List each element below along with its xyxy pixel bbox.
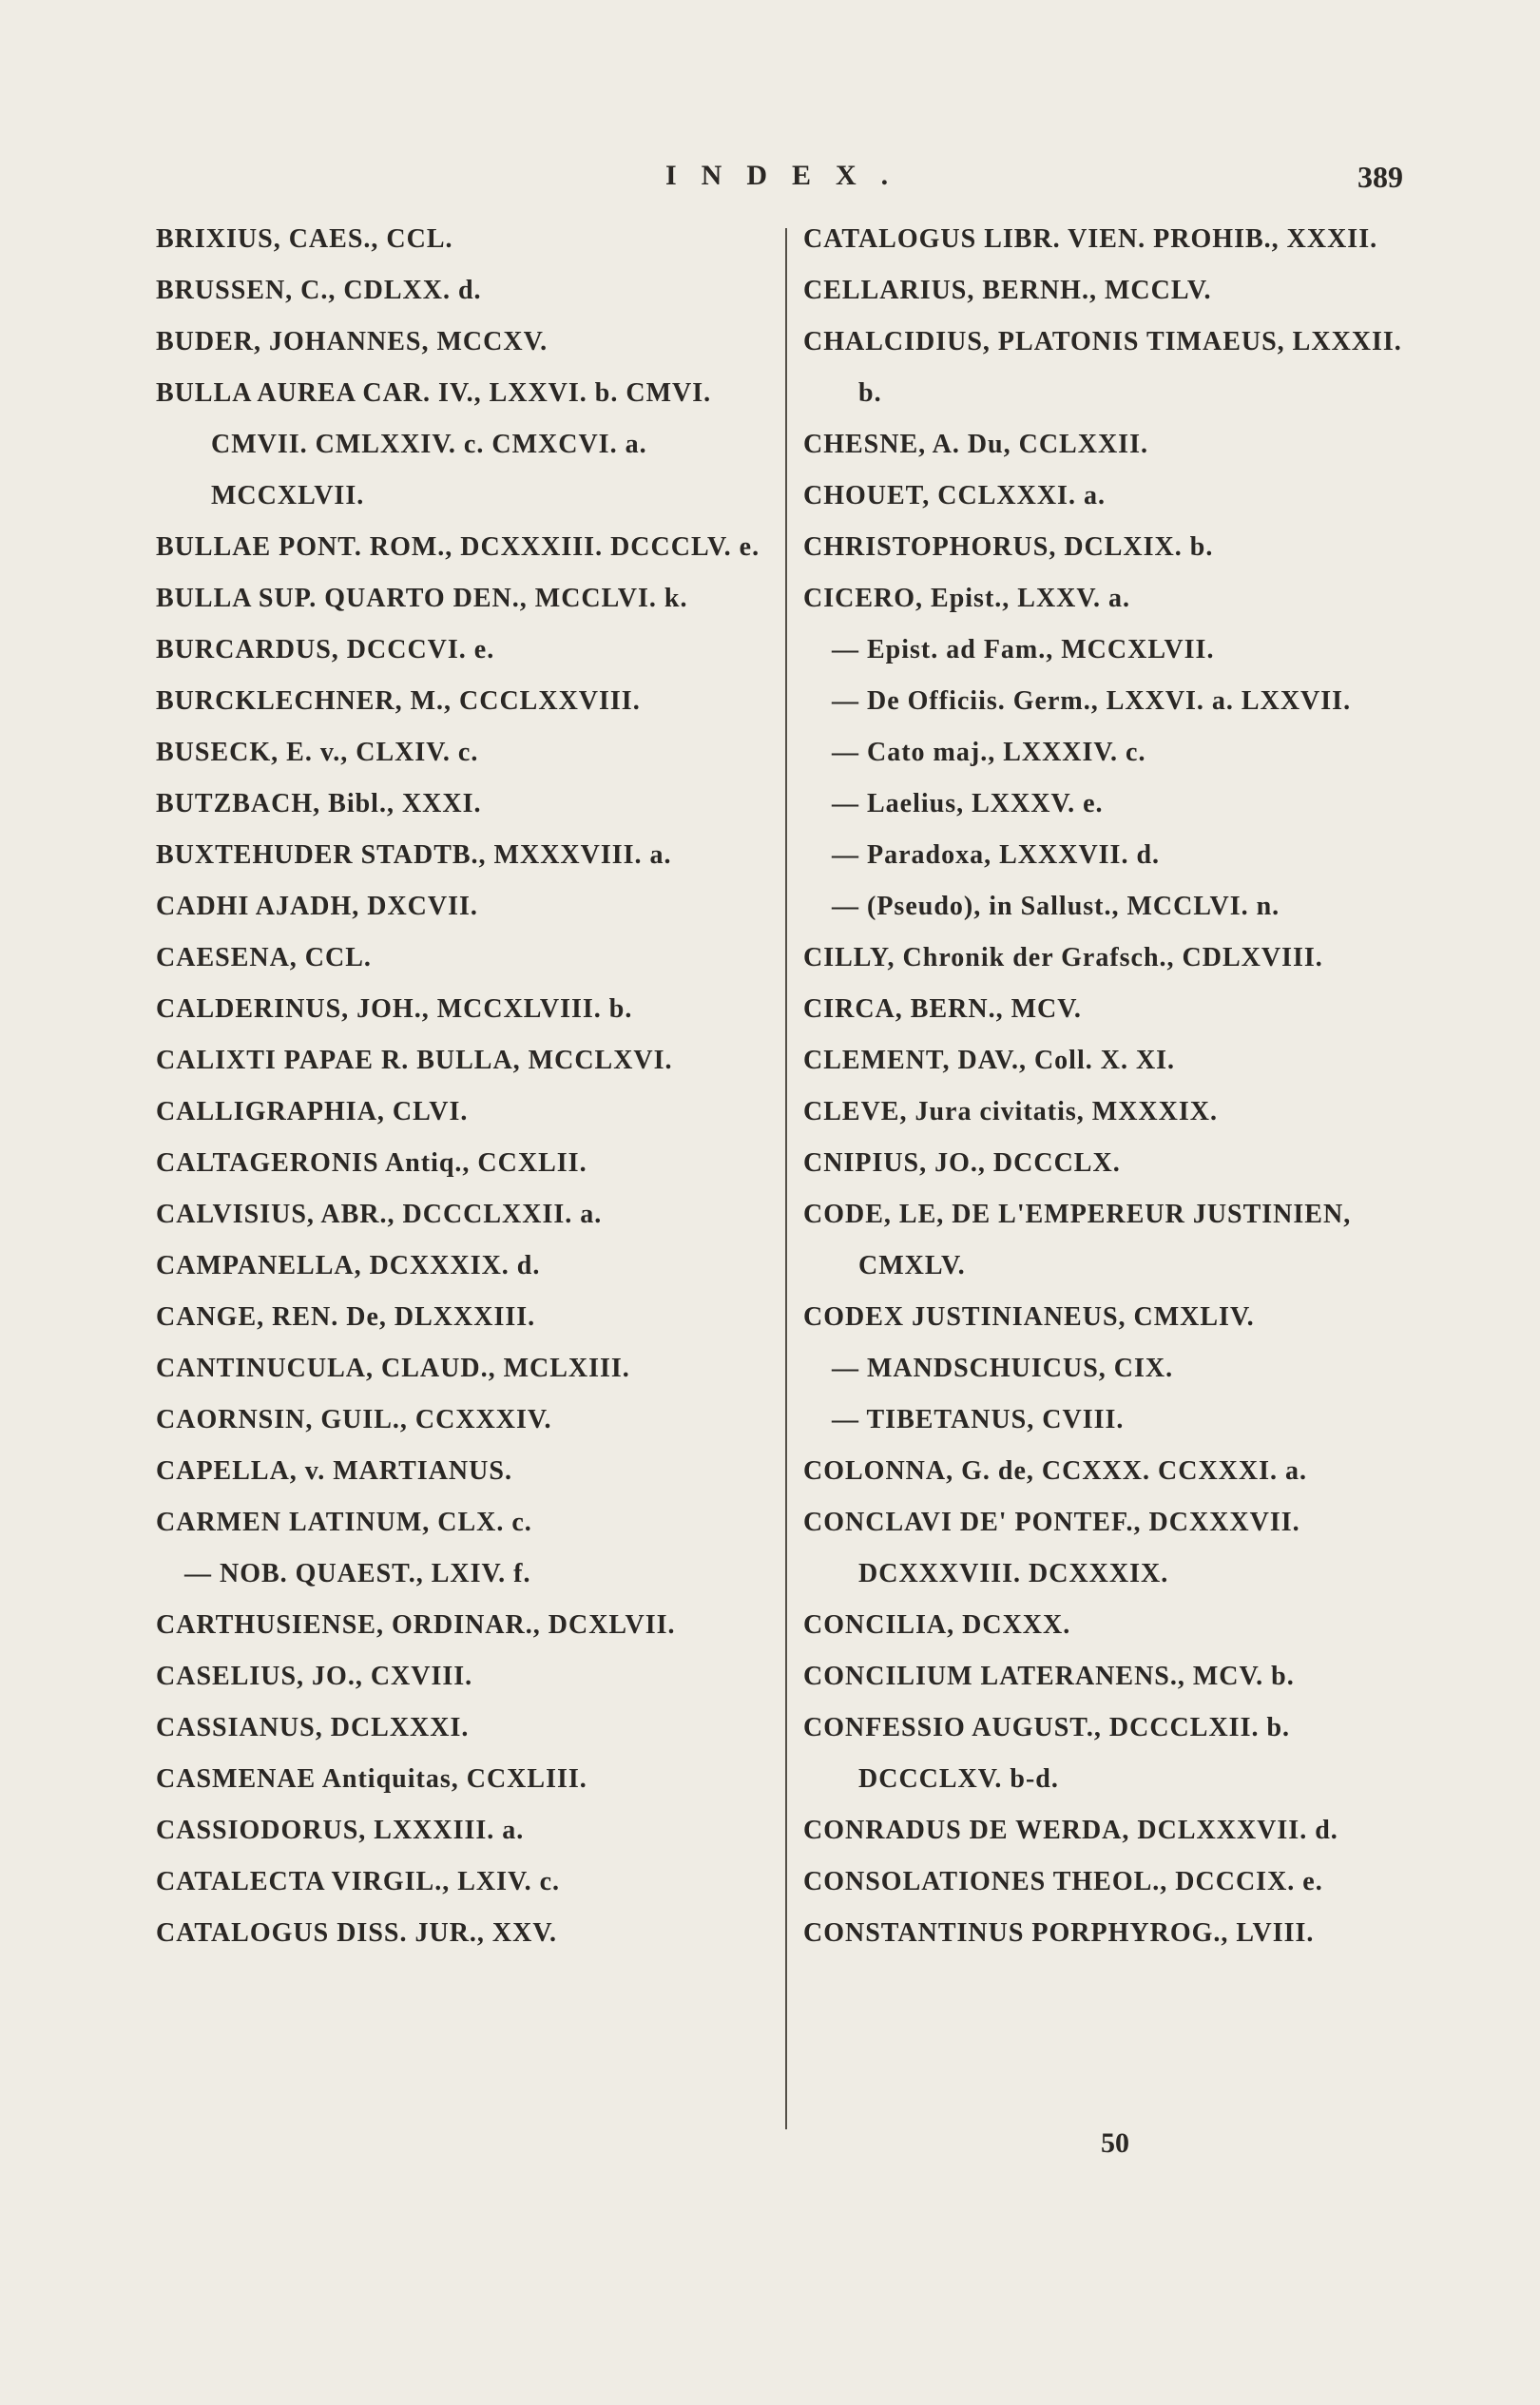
index-entry: CICERO, Epist., LXXV. a. [803, 584, 1130, 613]
index-entry: CELLARIUS, BERNH., MCCLV. [803, 276, 1212, 305]
index-entry: — Epist. ad Fam., MCCXLVII. [832, 635, 1215, 664]
index-entry: BULLA SUP. QUARTO DEN., MCCLVI. k. [156, 584, 688, 613]
index-entry: CAESENA, CCL. [156, 943, 372, 972]
column-divider [785, 228, 787, 2129]
index-entry: CALTAGERONIS Antiq., CCXLII. [156, 1148, 587, 1178]
index-entry: CODE, LE, DE L'EMPEREUR JUSTINIEN, CMXLV. [803, 1200, 1352, 1280]
index-entry: BURCARDUS, DCCCVI. e. [156, 635, 495, 664]
index-entry: CALLIGRAPHIA, CLVI. [156, 1097, 469, 1126]
index-entry: CAMPANELLA, DCXXXIX. d. [156, 1251, 541, 1280]
index-entry: BURCKLECHNER, M., CCCLXXVIII. [156, 686, 641, 716]
index-entry: CARTHUSIENSE, ORDINAR., DCXLVII. [156, 1610, 676, 1640]
index-entry: CNIPIUS, JO., DCCCLX. [803, 1148, 1121, 1178]
index-entry: CASELIUS, JO., CXVIII. [156, 1662, 473, 1691]
index-entry: CONCILIUM LATERANENS., MCV. b. [803, 1662, 1295, 1691]
index-entry: CASSIANUS, DCLXXXI. [156, 1713, 470, 1742]
running-title: INDEX. [665, 160, 914, 191]
index-entry: — (Pseudo), in Sallust., MCCLVI. n. [832, 892, 1280, 921]
index-entry: CAPELLA, v. MARTIANUS. [156, 1456, 512, 1486]
index-entry: CONSTANTINUS PORPHYROG., LVIII. [803, 1918, 1315, 1948]
index-entry: BUXTEHUDER STADTB., MXXXVIII. a. [156, 840, 672, 870]
index-entry: CATALECTA VIRGIL., LXIV. c. [156, 1867, 561, 1896]
index-entry: CALIXTI PAPAE R. BULLA, MCCLXVI. [156, 1046, 673, 1075]
index-entry: — De Officiis. Germ., LXXVI. a. LXXVII. [832, 686, 1352, 716]
index-entry: CATALOGUS LIBR. VIEN. PROHIB., XXXII. [803, 224, 1378, 254]
index-entry: CHRISTOPHORUS, DCLXIX. b. [803, 532, 1214, 562]
right-column [803, 214, 1431, 1959]
index-entry: — TIBETANUS, CVIII. [832, 1405, 1125, 1434]
index-entry: CONRADUS DE WERDA, DCLXXXVII. d. [803, 1816, 1338, 1845]
index-entry: CATALOGUS DISS. JUR., XXV. [156, 1918, 557, 1948]
left-column [156, 214, 764, 1959]
index-entry: CARMEN LATINUM, CLX. c. [156, 1508, 532, 1537]
index-entry: CODEX JUSTINIANEUS, CMXLIV. [803, 1302, 1255, 1332]
index-entry: BUTZBACH, Bibl., XXXI. [156, 789, 482, 818]
index-entry: — NOB. QUAEST., LXIV. f. [184, 1559, 531, 1588]
index-entry: CALDERINUS, JOH., MCCXLVIII. b. [156, 994, 633, 1024]
index-entry: CILLY, Chronik der Grafsch., CDLXVIII. [803, 943, 1323, 972]
index-entry: BRIXIUS, CAES., CCL. [156, 224, 453, 254]
index-entry: CASMENAE Antiquitas, CCXLIII. [156, 1764, 587, 1794]
index-entry: CHALCIDIUS, PLATONIS TIMAEUS, LXXXII. b. [803, 327, 1402, 408]
index-entry: CONFESSIO AUGUST., DCCCLXII. b. DCCCLXV. b-d. [803, 1713, 1291, 1794]
index-entry: CONCLAVI DE' PONTEF., DCXXXVII. DCXXXVIII. DCXXXIX. [803, 1508, 1300, 1588]
index-entry: CALVISIUS, ABR., DCCCLXXII. a. [156, 1200, 603, 1229]
index-entry: CHESNE, A. Du, CCLXXII. [803, 430, 1148, 459]
index-entry: CONCILIA, DCXXX. [803, 1610, 1071, 1640]
index-entry: CADHI AJADH, DXCVII. [156, 892, 478, 921]
index-entry: CANGE, REN. De, DLXXXIII. [156, 1302, 536, 1332]
index-entry: — Laelius, LXXXV. e. [832, 789, 1104, 818]
index-entry: CONSOLATIONES THEOL., DCCCIX. e. [803, 1867, 1323, 1896]
signature-mark: 50 [1101, 2127, 1129, 2159]
page-header [0, 154, 1540, 202]
index-entry: CHOUET, CCLXXXI. a. [803, 481, 1106, 510]
index-entry: BUDER, JOHANNES, MCCXV. [156, 327, 549, 356]
index-entry: COLONNA, G. de, CCXXX. CCXXXI. a. [803, 1456, 1307, 1486]
index-entry: — Paradoxa, LXXXVII. d. [832, 840, 1161, 870]
index-entry: CANTINUCULA, CLAUD., MCLXIII. [156, 1354, 630, 1383]
index-entry: CAORNSIN, GUIL., CCXXXIV. [156, 1405, 552, 1434]
index-entry: BUSECK, E. v., CLXIV. c. [156, 738, 479, 767]
index-entry: BULLA AUREA CAR. IV., LXXVI. b. CMVI. CMVII. CMLXXIV. c. CMXCVI. a. MCCXLVII. [156, 378, 712, 510]
index-entry: — Cato maj., LXXXIV. c. [832, 738, 1146, 767]
index-entry: BRUSSEN, C., CDLXX. d. [156, 276, 482, 305]
index-entry: CLEVE, Jura civitatis, MXXXIX. [803, 1097, 1218, 1126]
index-entry: CIRCA, BERN., MCV. [803, 994, 1082, 1024]
index-entry: — MANDSCHUICUS, CIX. [832, 1354, 1174, 1383]
index-entry: BULLAE PONT. ROM., DCXXXIII. DCCCLV. e. [156, 532, 760, 562]
index-entry: CLEMENT, DAV., Coll. X. XI. [803, 1046, 1176, 1075]
index-entry: CASSIODORUS, LXXXIII. a. [156, 1816, 525, 1845]
page-number: 389 [1357, 160, 1403, 194]
